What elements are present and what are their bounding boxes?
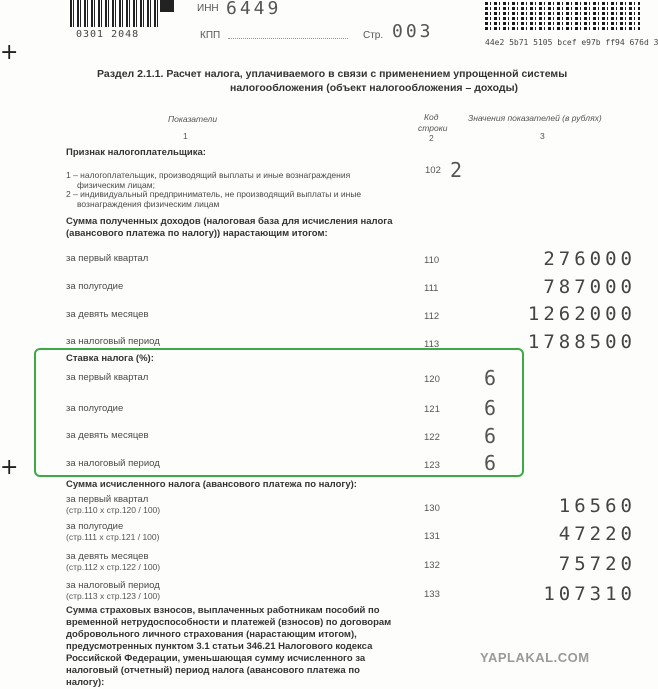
kpp-label: КПП — [200, 30, 221, 41]
corner-marker — [160, 0, 174, 12]
kpp-box — [228, 38, 348, 39]
taxpayer-code: 102 — [425, 165, 441, 176]
rate-row-label: за полугодие — [66, 403, 124, 414]
rate-row-code: 121 — [424, 404, 440, 415]
insurance-line7: налогу): — [66, 677, 105, 688]
tax-row-value: 75720 — [558, 553, 636, 575]
taxpayer-opt1-line2: физическим лицам; — [77, 180, 155, 190]
rate-row-code: 123 — [424, 460, 440, 471]
income-row-code: 113 — [424, 339, 440, 350]
taxpayer-opt2-line2: вознаграждения физическим лицам — [77, 199, 220, 209]
insurance-line1: Сумма страховых взносов, выплаченных работникам пособий по — [66, 605, 380, 616]
crosshair-mark-top: + — [0, 40, 19, 65]
rate-row-value: 6 — [484, 424, 497, 448]
tax-row-value: 16560 — [558, 495, 636, 517]
page-label: Стр. — [363, 30, 384, 41]
income-row-value: 1262000 — [527, 303, 636, 325]
rate-row-label: за первый квартал — [66, 372, 149, 383]
income-row-label: за первый квартал — [66, 253, 149, 264]
col1-number: 1 — [183, 131, 188, 141]
insurance-line6: налоговый (отчетный) период налога (авансового платежа по — [66, 665, 360, 676]
tax-row-code: 131 — [424, 531, 440, 542]
hash-code: 44e2 5b71 5105 bcef e97b ff94 676d 3 — [485, 38, 658, 47]
income-title-line2: (авансового платежа по налогу)) нарастающим итогом: — [66, 228, 328, 239]
rate-row-value: 6 — [484, 366, 497, 390]
section-title-line1: Раздел 2.1.1. Расчет налога, уплачиваемого в связи с применением упрощенной системы — [97, 68, 568, 80]
income-row-label: за девять месяцев — [66, 309, 149, 320]
income-row-value: 787000 — [543, 276, 636, 298]
tax-row-value: 107310 — [543, 583, 636, 605]
income-row-code: 112 — [424, 311, 440, 322]
top-barcode — [70, 0, 160, 27]
taxpayer-opt2-line1: 2 – индивидуальный предприниматель, не производящий выплаты и иные — [66, 189, 362, 199]
tax-row-value: 47220 — [558, 523, 636, 545]
rate-row-label: за девять месяцев — [66, 430, 149, 441]
section-title-line2: налогообложения (объект налогообложения – доходы) — [230, 82, 519, 94]
tax-row-code: 132 — [424, 560, 440, 571]
taxpayer-value: 2 — [450, 158, 463, 182]
qr-code — [485, 0, 640, 32]
page-number: 003 — [392, 21, 434, 42]
income-row-value: 1788500 — [527, 331, 636, 353]
crosshair-mark-bottom: + — [0, 455, 19, 480]
tax-row-label: за девять месяцев — [66, 551, 149, 562]
income-row-label: за полугодие — [66, 281, 124, 292]
tax-row-formula: (стр.112 х стр.122 / 100) — [66, 562, 161, 572]
rate-row-code: 122 — [424, 432, 440, 443]
tax-row-formula: (стр.111 х стр.121 / 100) — [66, 532, 160, 542]
tax-row-label: за полугодие — [66, 521, 124, 532]
col3-number: 3 — [540, 131, 545, 141]
barcode-number: 0301 2048 — [76, 29, 140, 40]
taxpayer-title: Признак налогоплательщика: — [66, 147, 206, 158]
tax-row-code: 130 — [424, 503, 440, 514]
col2-header-line2: строки — [418, 123, 448, 133]
tax-row-label: за первый квартал — [66, 494, 149, 505]
rate-row-value: 6 — [484, 451, 497, 475]
income-row-code: 111 — [424, 283, 439, 294]
watermark: YAPLAKAL.COM — [480, 650, 590, 665]
tax-row-formula: (стр.113 х стр.123 / 100) — [66, 591, 161, 601]
rate-title: Ставка налога (%): — [66, 353, 154, 364]
inn-value: 6449 — [226, 0, 282, 19]
col3-header: Значения показателей (в рублях) — [468, 113, 602, 123]
inn-label: ИНН — [197, 3, 219, 14]
col2-number: 2 — [429, 133, 434, 143]
insurance-line2: временной нетрудоспособности и платежей (взносов) по договорам — [66, 617, 392, 628]
insurance-line4: предусмотренных пунктом 3.1 статьи 346.21 Налогового кодекса — [66, 641, 373, 652]
tax-row-formula: (стр.110 х стр.120 / 100) — [66, 505, 161, 515]
income-title-line1: Сумма полученных доходов (налоговая база для исчисления налога — [66, 216, 393, 227]
income-row-label: за налоговый период — [66, 336, 160, 347]
insurance-line3: добровольного личного страхования (нарастающим итогом), — [66, 629, 357, 640]
rate-row-code: 120 — [424, 374, 440, 385]
rate-row-label: за налоговый период — [66, 458, 160, 469]
taxpayer-opt1-line1: 1 – налогоплательщик, производящий выплаты и иные вознаграждения — [66, 170, 351, 180]
income-row-value: 276000 — [543, 248, 636, 270]
tax-title: Сумма исчисленного налога (авансового платежа по налогу): — [66, 479, 357, 490]
tax-row-code: 133 — [424, 589, 440, 600]
insurance-line5: Российской Федерации, уменьшающая сумму исчисленного за — [66, 653, 366, 664]
col1-header: Показатели — [168, 114, 218, 124]
rate-row-value: 6 — [484, 396, 497, 420]
income-row-code: 110 — [424, 255, 440, 266]
tax-row-label: за налоговый период — [66, 580, 160, 591]
col2-header-line1: Код — [424, 112, 439, 122]
